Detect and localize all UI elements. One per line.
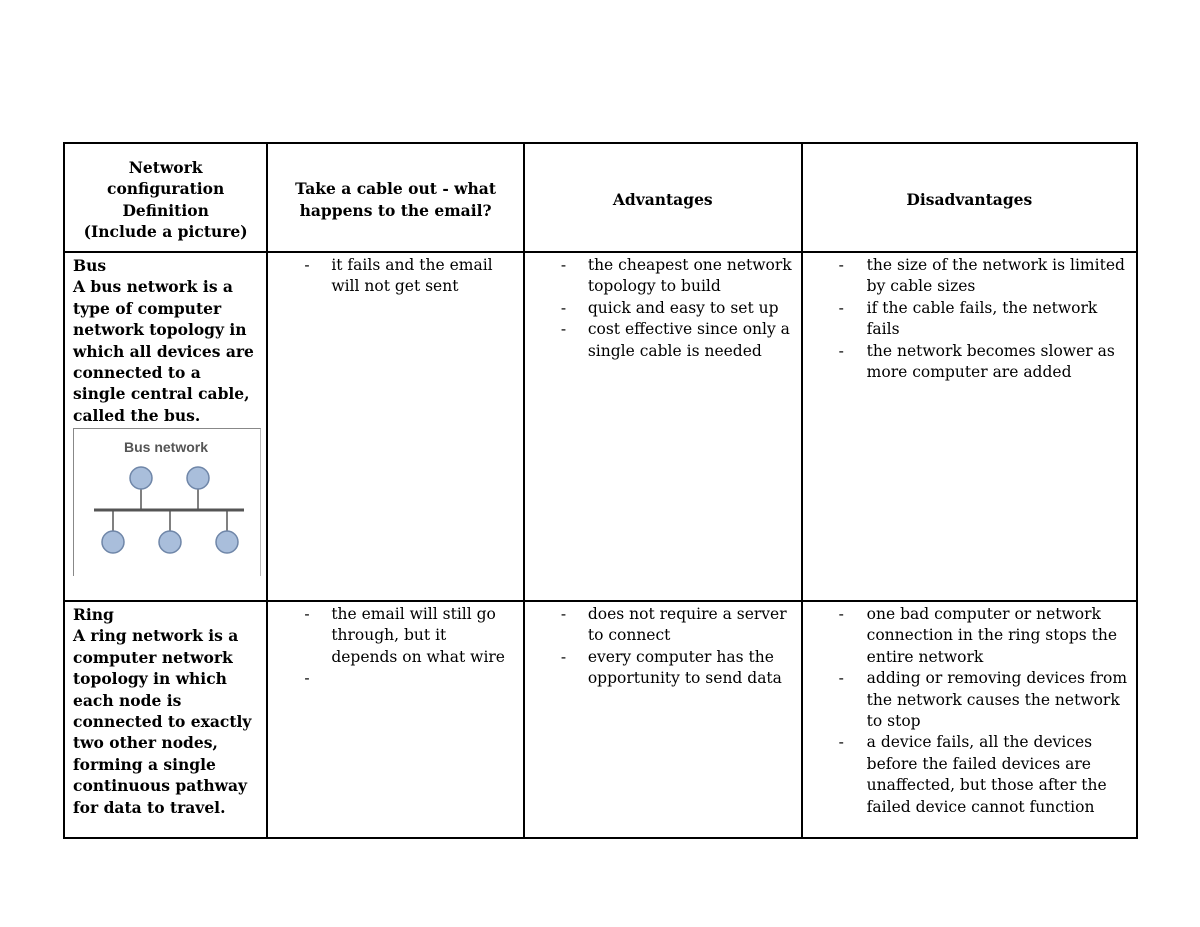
list-item [276,668,515,689]
header-disadvantages: Disadvantages [802,143,1137,252]
header-line: (Include a picture) [83,221,248,241]
advantages-list [533,255,793,362]
advantages-list [533,604,793,690]
list-item: - adding or removing devices from the network causes the network to stop [811,668,1128,732]
config-definition: A bus network is a type of computer network topology in which all devices are connected to a single central cable, called the bus. [73,277,254,425]
bus-node [130,467,152,489]
header-advantages: Advantages [524,143,802,252]
bus-node [216,531,238,553]
list-item: - a device fails, all the devices before the failed devices are unaffected, but those after the failed device cannot function [811,732,1128,818]
bus-node [187,467,209,489]
config-name: Ring [73,605,114,624]
cell-cable-out [267,252,524,601]
cell-configuration [64,252,267,601]
cell-advantages [524,252,802,601]
list-item: - quick and easy to set up [533,298,793,319]
list-item: - one bad computer or network connection in the ring stops the entire network [811,604,1128,668]
table-header-row [64,143,1137,252]
disadvantages-list [811,604,1128,818]
cell-disadvantages [802,601,1137,838]
header-network-configuration [64,143,267,252]
bus-node [102,531,124,553]
list-item: - the size of the network is limited by cable sizes [811,255,1128,298]
list-item: - every computer has the opportunity to send data [533,647,793,690]
list-item: - it fails and the email will not get sent [276,255,515,298]
header-cable-out: Take a cable out - what happens to the email? [267,143,524,252]
list-item: - the email will still go through, but it depends on what wire [276,604,515,668]
table-row-ring [64,601,1137,838]
list-item: - the network becomes slower as more computer are added [811,341,1128,384]
table-row-bus [64,252,1137,601]
header-line: configuration [107,179,225,199]
bus-node [159,531,181,553]
list-item: - does not require a server to connect [533,604,793,647]
cell-configuration [64,601,267,838]
cell-advantages [524,601,802,838]
cell-cable-out [267,601,524,838]
figure-title: Bus network [124,439,209,456]
list-item: - cost effective since only a single cable is needed [533,319,793,362]
cell-disadvantages [802,252,1137,601]
list-item: - the cheapest one network topology to build [533,255,793,298]
disadvantages-list [811,255,1128,383]
cable-out-list [276,604,515,689]
header-line: Definition [122,200,209,220]
topology-table [63,142,1138,839]
config-name: Bus [73,256,107,275]
config-definition: A ring network is a computer network topology in which each node is connected to exactly two other nodes, forming a single continuous pathway for data to travel. [73,626,252,817]
list-item: - if the cable fails, the network fails [811,298,1128,341]
header-line: Network [128,157,203,177]
bus-network-figure [73,428,261,576]
cable-out-list [276,255,515,298]
